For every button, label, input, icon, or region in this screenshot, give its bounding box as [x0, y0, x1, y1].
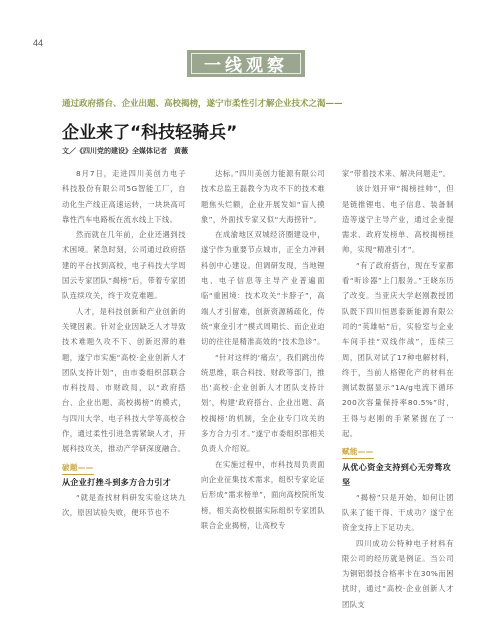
page-number: 44 — [33, 38, 44, 48]
text-column-1 — [62, 166, 186, 521]
text-column-2 — [201, 166, 325, 533]
paragraph: 然而就在几年前，企业还遇到技术困境。紧急时刻，公司通过政府搭建的平台找到高校，电子科技大学周国云专家团队“揭榜”后，带着专家团队连续攻关，终于攻克难题。 — [62, 230, 186, 301]
article-headline: 企业来了“科技轻骑兵” — [62, 123, 238, 143]
paragraph: “有了政府搭台，现在专家都看“听诊器”上门服务。”王晓东历了改变。当亚庆大学赵刚教授团队既下四川恒恩泰新能源有限公司的“英雄帖”后，实验室与企业车间手挂“双线作战”，连续三周，团队对试了17种电解材料，终于，当前人格锂化产的材料在测试数据显示“1A/g电流下循环200次容量保持率80.5%”时，王得与赵刚的手紧紧握在了一起。 — [342, 260, 454, 439]
paragraph: 该计划开审“揭榜挂帅”，但是链推锂电、电子信息、装备制造等遂宁主导产业，通过企业提需求、政府发榜单、高校揭榜挂帅，实现“精准引才”。 — [342, 184, 454, 255]
section-heading: 从企业打挫斗到多方合力引才 — [62, 477, 172, 487]
paragraph: 家“带着技术来、解决问题走”。 — [342, 169, 451, 178]
paragraph: 四川成功公特种电子材料有限公司的经历就是例证。当公司为铜铝弱技合格率卡在30%而困扰时，通过“高校·企业创新人才团队支 — [342, 538, 454, 609]
column-banner — [187, 50, 305, 77]
section-tag: 破题—— — [62, 461, 94, 475]
paragraph: “就是查找材料研发实验这块九次，原因试验失败，便环节也不 — [62, 492, 186, 518]
paragraph: “揭榜”只是开始，如何让团队来了能干得、干成功？遂宁在资金支持上下足功夫。 — [342, 492, 454, 533]
paragraph: 达标。”四川美创力能源有限公司技术总监王磊教今为攻不下的技术难题焦头烂额，企业开展发如“盲人摸象”，外面找专家又似“大海捞针”。 — [201, 169, 325, 224]
paragraph: 8月7日，走进四川美创力电子科技股份有限公司5G智能工厂，自动化生产线正高速运转，一块块高可靠性汽车电路板在流水线上下线。 — [62, 169, 186, 224]
paragraph: 人才，是科技创新和产业创新的关键因素。针对企业因缺乏人才导致技术难题久攻不下、创新迟滞的难题，遂宁市实施“高校·企业创新人才团队支持计划”，由市委组织部联合市科技局、市财政局，以“政府搭台、企业出题、高校揭榜”的模式，与四川大学、电子科技大学等高校合作，通过柔性引进急需紧缺人才，开展科技攻关，推动产学研深度融合。 — [62, 306, 186, 454]
byline: 文／《四川党的建设》全媒体记者 黄薇 — [62, 147, 188, 155]
section-heading: 从优心资金支持到心无旁骛攻坚 — [342, 462, 452, 487]
column-title: 一线观察 — [191, 53, 301, 74]
paragraph: 在成渝地区双城经济圈建设中，遂宁作为重要节点城市，正全力冲刺科创中心建设。但调研发现，当地锂电、电子信息等主导产业普遍面临“重困境：技术攻关“卡脖子”，高端人才引留难，创新资源稀疏化，传统“柬金引才”模式周期长、而企业迫切的往往是精准高效的“技术急诊”。 — [201, 230, 325, 347]
text-column-3 — [342, 166, 454, 612]
paragraph: 在实施过程中，市科技局负责面向企业征集技术需求，组织专家论证后形成“需求榜单”，面向高校院所发榜，相关高校根据实际组织专家团队联合企业揭榜，让高校专 — [201, 459, 325, 530]
section-tag: 赋能—— — [342, 445, 374, 459]
dek: 通过政府搭台、企业出题、高校揭榜，遂宁市柔性引才解企业技术之渴—— — [62, 99, 343, 109]
paragraph: “针对这样的‘痛点’，我们跳出传统思维，联合科技、财政等部门，推出‘高校·企业创新人才团队支持计划’，构建‘政府搭台、企业出题、高校揭榜’的机制，全企业专门攻关的多方合力引才。”遂宁市委组织部相关负责人介绍说。 — [201, 352, 325, 454]
